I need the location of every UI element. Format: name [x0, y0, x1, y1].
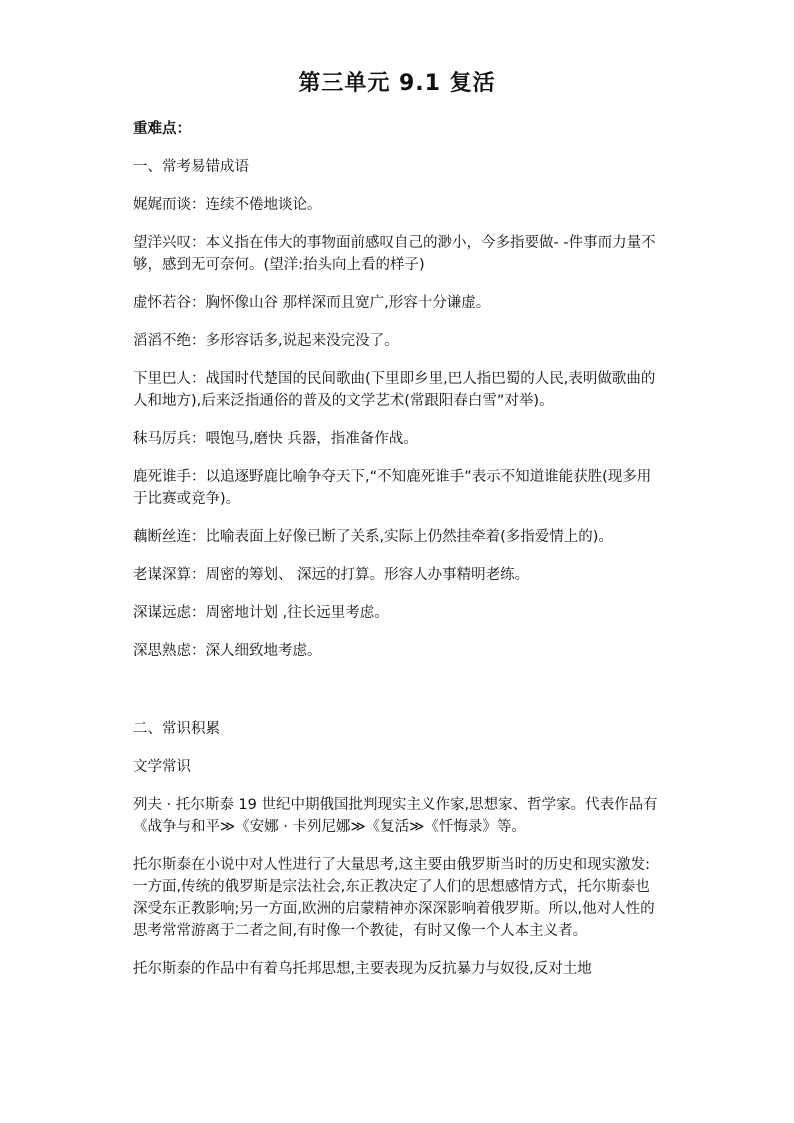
- knowledge-paragraph: 托尔斯泰在小说中对人性进行了大量思考,这主要由俄罗斯当时的历史和现实激发:一方面,传统的俄罗斯是宗法社会,东正教决定了人们的思想感情方式，托尔斯泰也深受东正教影响;另一方面,欧洲的启蒙精神亦深深影响着俄罗斯。所以,他对人性的思考常常游离于二者之间,有时像一个教徒，有时又像一个人本主义者。: [133, 857, 655, 939]
- idiom-paragraph: 望洋兴叹：本义指在伟大的事物面前感叹自己的渺小，今多指要做- -件事而力量不够，感到无可奈何。(望洋:抬头向上看的样子): [133, 235, 656, 273]
- document-body: [133, 118, 663, 980]
- key-points-heading: 重难点：: [133, 121, 191, 137]
- idiom-paragraph: 秣马厉兵：喂饱马,磨快 兵器，指准备作战。: [133, 431, 418, 447]
- section-heading-idioms: 一、常考易错成语: [133, 159, 249, 175]
- idiom-paragraph: 深思熟虑：深人细致地考虑。: [133, 643, 322, 659]
- idiom-paragraph: 深谋远虑：周密地计划 ,往长远里考虑。: [133, 605, 389, 621]
- section-heading-knowledge: 二、常识积累: [133, 721, 220, 737]
- idiom-paragraph: 藕断丝连：比喻表面上好像已断了关系,实际上仍然挂牵着(多指爱情上的)。: [133, 529, 613, 545]
- idiom-paragraph: 虚怀若谷：胸怀像山谷 那样深而且宽广,形容十分谦虚。: [133, 295, 491, 311]
- knowledge-paragraph: 列夫 · 托尔斯泰 19 世纪中期俄国批判现实主义作家,思想家、哲学家。代表作品有《战争与和平≫《安娜 · 卡列尼娜≫《复活≫《忏悔录》等。: [133, 797, 658, 835]
- subheading-literature: 文学常识: [133, 759, 191, 775]
- idiom-paragraph: 下里巴人：战国时代楚国的民间歌曲(下里即乡里,巴人指巴蜀的人民,表明做歌曲的人和地方),后来泛指通俗的普及的文学艺术(常跟阳春白雪”对举)。: [133, 371, 656, 409]
- idiom-paragraph: 老谋深算：周密的筹划、 深远的打算。形容人办事精明老练。: [133, 567, 530, 583]
- idiom-paragraph: 滔滔不绝：多形容话多,说起来没完没了。: [133, 333, 399, 349]
- page-title: 第三单元 9.1 复活: [298, 71, 496, 96]
- idiom-paragraph: 娓娓而谈：连续不倦地谈论。: [133, 197, 322, 213]
- idiom-paragraph: 鹿死谁手：以追逐野鹿比喻争夺天下,“不知鹿死谁手”表示不知道谁能获胜(现多用于比赛或竞争)。: [133, 469, 652, 507]
- knowledge-paragraph: 托尔斯泰的作品中有着乌托邦思想,主要表现为反抗暴力与奴役,反对土地: [133, 961, 592, 977]
